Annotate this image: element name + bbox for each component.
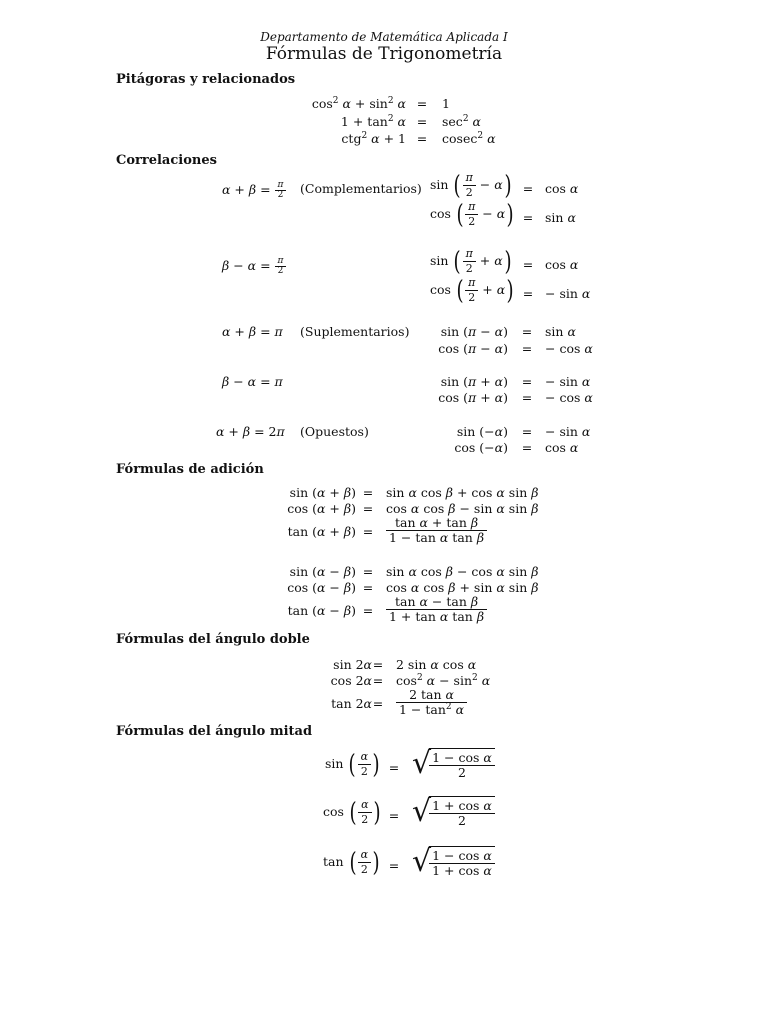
formula-tan-double: tan 2α = $\frac{\text{2 tan α}}{1 - \tan^2 \alpha}$ xyxy=(300,696,500,712)
formula-sin-sum: sin (α + β) = sin α cos β + cos α sin β xyxy=(289,485,539,500)
section-title-correlaciones: Correlaciones xyxy=(116,153,217,168)
section-title-pitagoras: Pitágoras y relacionados xyxy=(116,72,296,87)
formula-sin-half-pi-plus: sin ( $\frac{\pi}{2}$ + α) = cos α xyxy=(430,246,579,277)
formula-tan-sum: tan (α + β) = $\frac{\text{tan α + tan β}}{\text{1 − tan α tan β}}$ xyxy=(240,524,560,540)
section-title-mitad: Fórmulas del ángulo mitad xyxy=(116,724,313,739)
formula-tan-half: tan ( $\frac{\alpha}{2}$ ) = √ $\frac{\text{1 − cos α}}{\text{1 + cos α}}$ xyxy=(320,858,500,874)
condition-suplementarios: α + β = π xyxy=(222,324,283,339)
formula-sin-complement: sin ( $\frac{\pi}{2}$ − α) = cos α xyxy=(430,170,579,201)
label-opuestos: (Opuestos) xyxy=(300,424,369,439)
formula-cos-half-pi-plus: cos ( $\frac{\pi}{2}$ + α) = − sin α xyxy=(430,275,591,306)
formula-cos-half: cos ( $\frac{\alpha}{2}$ ) = √ $\frac{\text{1 + cos α}}{2}$ xyxy=(320,808,500,824)
formula-sin-negative: sin (−α) = − sin α xyxy=(456,424,591,439)
formula-tan-difference: tan (α − β) = $\frac{\text{tan α − tan β}}{\text{1 + tan α tan β}}$ xyxy=(240,603,560,619)
condition-beta-minus-alpha-pi: β − α = π xyxy=(222,374,283,389)
condition-beta-minus-alpha-half-pi: β − α = $\frac{\pi}{2}$ xyxy=(222,257,286,276)
formula-cos-complement: cos ( $\frac{\pi}{2}$ − α) = sin α xyxy=(430,199,576,230)
formula-cos-pi-minus: cos (π − α) = − cos α xyxy=(438,341,593,356)
formula-cos-difference: cos (α − β) = cos α cos β + sin α sin β xyxy=(287,580,539,595)
page-title: Fórmulas de Trigonometría xyxy=(265,44,503,64)
formula-sin-pi-minus: sin (π − α) = sin α xyxy=(440,324,576,339)
identity-pythagoras: $\cos^2 \alpha + \sin^2 \alpha$ = 1 xyxy=(311,96,450,111)
section-title-adicion: Fórmulas de adición xyxy=(116,462,264,477)
department-name: Departamento de Matemática Aplicada I xyxy=(260,30,508,44)
identity-tan-sec: $1 + \tan^2 \alpha$ = $\sec^2 \alpha$ xyxy=(340,114,481,129)
label-suplementarios: (Suplementarios) xyxy=(300,324,410,339)
identity-ctg-cosec: ctg$^2$ α + 1 = cosec$^2$ α xyxy=(341,131,496,146)
condition-opuestos: α + β = 2π xyxy=(216,424,285,439)
formula-sin-half: sin ( $\frac{\alpha}{2}$ ) = √ $\frac{\text{1 − cos α}}{2}$ xyxy=(320,760,500,776)
formula-sin-difference: sin (α − β) = sin α cos β − cos α sin β xyxy=(289,564,539,579)
formula-cos-sum: cos (α + β) = cos α cos β − sin α sin β xyxy=(287,501,539,516)
formula-sin-double: sin 2α = 2 sin α cos α xyxy=(333,657,477,672)
formula-cos-double: cos 2α = $\cos^2 \alpha - \sin^2 \alpha$ xyxy=(330,673,491,688)
label-complementarios: (Complementarios) xyxy=(300,181,422,196)
formula-cos-pi-plus: cos (π + α) = − cos α xyxy=(438,390,593,405)
formula-sin-pi-plus: sin (π + α) = − sin α xyxy=(440,374,591,389)
section-title-doble: Fórmulas del ángulo doble xyxy=(116,632,310,647)
formula-cos-negative: cos (−α) = cos α xyxy=(454,440,579,455)
condition-complementarios: α + β = $\frac{\pi}{2}$ xyxy=(222,181,286,200)
